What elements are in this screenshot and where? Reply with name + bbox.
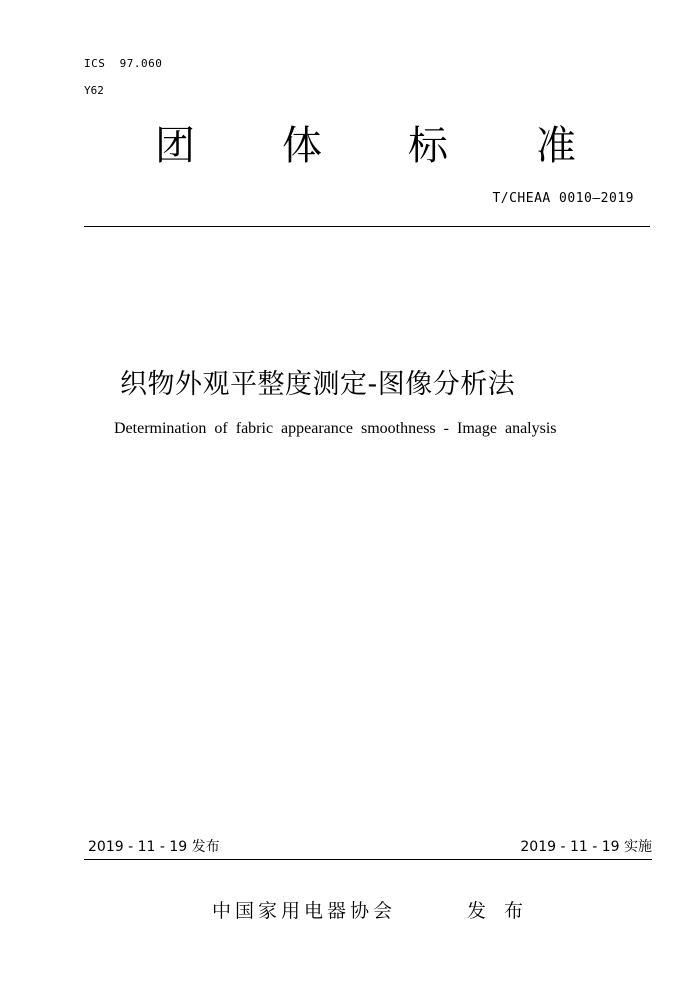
standard-type-char-2: 体 — [282, 123, 322, 169]
standard-type-char-1: 团 — [155, 123, 195, 169]
classification-code: Y62 — [84, 84, 104, 97]
issuing-organization: 中国家用电器协会 — [212, 900, 397, 922]
ics-code: ICS 97.060 — [84, 57, 163, 70]
issue-action: 发 布 — [467, 900, 530, 922]
standard-code: T/CHEAA 0010—2019 — [492, 191, 634, 206]
publish-date: 2019 - 11 - 19 发布 — [88, 839, 220, 855]
standard-type-char-4: 准 — [536, 123, 576, 169]
document-title-en: Determination of fabric appearance smoothness - Image analysis — [114, 420, 557, 437]
document-title-cn: 织物外观平整度测定-图像分析法 — [120, 369, 516, 400]
footer-divider — [84, 859, 652, 860]
implement-date: 2019 - 11 - 19 实施 — [520, 839, 652, 855]
header-divider — [84, 226, 650, 227]
standard-type-char-3: 标 — [408, 123, 448, 169]
